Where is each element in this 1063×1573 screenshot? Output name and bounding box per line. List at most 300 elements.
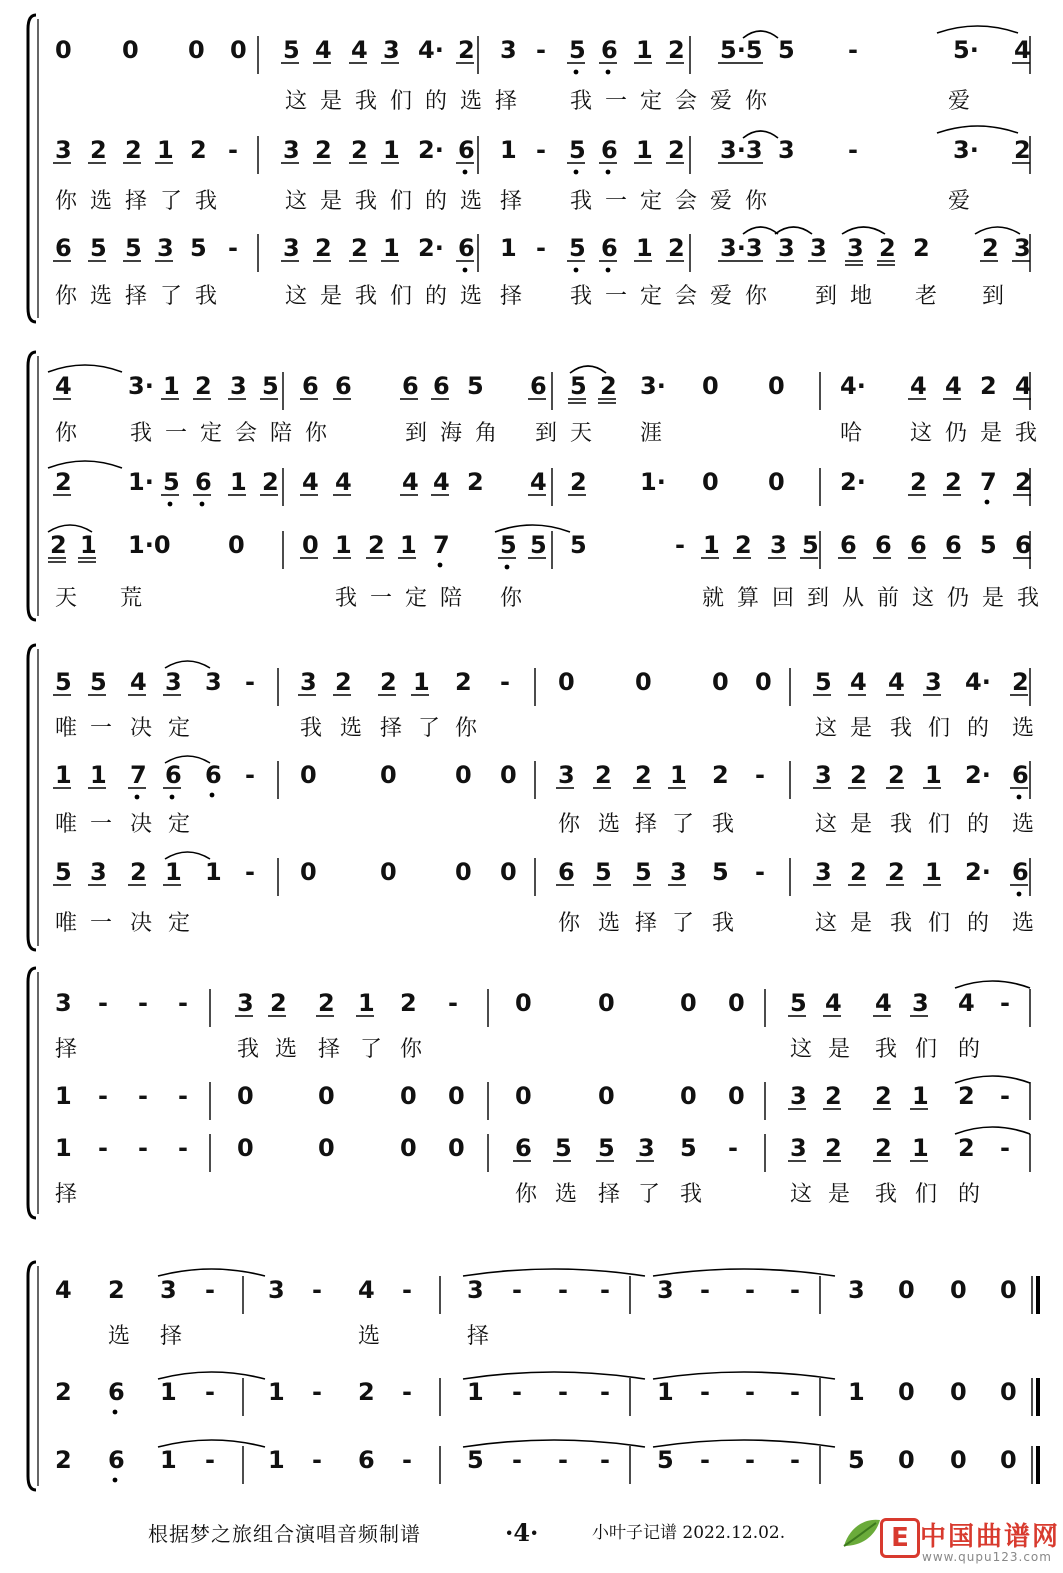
note: 2 <box>850 858 867 886</box>
lyric: 是 <box>320 284 343 309</box>
note: 2 <box>90 136 107 164</box>
lyric: 的 <box>967 812 990 837</box>
note: 3 <box>1014 234 1031 262</box>
recorder-date: 小叶子记谱 2022.12.02. <box>592 1523 786 1543</box>
note: 1 <box>163 372 180 400</box>
lyric: 选 <box>1012 716 1035 741</box>
note: 2· <box>965 858 991 886</box>
note: - <box>755 761 765 789</box>
note: - <box>558 1378 568 1406</box>
note: 2 <box>980 372 997 400</box>
note: - <box>558 1276 568 1304</box>
lyric: 唯 <box>55 911 78 936</box>
lyric: 选 <box>90 189 113 214</box>
system-4 <box>28 968 1030 1218</box>
note: 1 <box>80 531 97 559</box>
note: 5 <box>595 858 612 886</box>
note: 0 <box>300 858 317 886</box>
note: 1 <box>335 531 352 559</box>
lyric: 这 <box>790 1182 813 1207</box>
lyric: 爱 <box>948 89 971 114</box>
note: 1 <box>636 234 653 262</box>
note: - <box>402 1276 412 1304</box>
lower-octave-dot <box>113 1410 118 1415</box>
lyric: 的 <box>425 189 448 214</box>
note: 6 <box>402 372 419 400</box>
note: 0 <box>898 1378 915 1406</box>
note: - <box>178 1082 188 1110</box>
lyric: 这 <box>815 812 838 837</box>
lyric: 我 <box>300 716 323 741</box>
note: 0 <box>455 761 472 789</box>
note: 2 <box>358 1378 375 1406</box>
lyric: 是 <box>980 421 1003 446</box>
system-bracket <box>28 968 36 1218</box>
note: 6 <box>840 531 857 559</box>
note: - <box>228 136 238 164</box>
note: 1· <box>640 468 666 496</box>
note: 3 <box>638 1134 655 1162</box>
note: - <box>700 1446 710 1474</box>
note: 2 <box>195 372 212 400</box>
system-bracket <box>28 645 36 950</box>
note: 3 <box>237 989 254 1017</box>
lyric: 地 <box>850 284 873 309</box>
lyric: 一 <box>605 284 628 309</box>
note: 6 <box>515 1134 532 1162</box>
note: 2 <box>458 36 475 64</box>
note: 5 <box>55 858 72 886</box>
tie-slur <box>955 981 1030 988</box>
lyric: 我 <box>570 284 593 309</box>
note: 2 <box>125 136 142 164</box>
note: - <box>790 1378 800 1406</box>
note: 2 <box>712 761 729 789</box>
note: 2 <box>958 1082 975 1110</box>
note: 1 <box>848 1378 865 1406</box>
note: - <box>1000 1134 1010 1162</box>
lyric: 陪 <box>440 586 463 611</box>
system-bracket <box>28 1262 36 1490</box>
note: 2 <box>600 372 617 400</box>
note: - <box>790 1446 800 1474</box>
lyric: 定 <box>405 586 428 611</box>
lyric: 你 <box>400 1037 423 1062</box>
note: 1 <box>636 36 653 64</box>
note: 0 <box>302 531 319 559</box>
lyric: 的 <box>967 911 990 936</box>
lower-octave-dot <box>574 268 579 273</box>
note: 0 <box>635 668 652 696</box>
lyric: 爱 <box>710 189 733 214</box>
lyric: 我 <box>237 1037 260 1062</box>
note: 4· <box>965 668 991 696</box>
lyric: 我 <box>570 89 593 114</box>
lyric: 我 <box>570 189 593 214</box>
note: 7 <box>130 761 147 789</box>
note: - <box>558 1446 568 1474</box>
note: 3· <box>128 372 154 400</box>
lyric: 你 <box>55 284 78 309</box>
lyric: 是 <box>850 716 873 741</box>
note: 6 <box>302 372 319 400</box>
note: 2 <box>315 136 332 164</box>
note: - <box>745 1276 755 1304</box>
note: 5 <box>635 858 652 886</box>
lyric: 是 <box>320 89 343 114</box>
note: 0 <box>400 1082 417 1110</box>
note: 0 <box>1000 1446 1017 1474</box>
lyric: 你 <box>745 189 768 214</box>
tie-slur <box>842 227 885 234</box>
lyric: 这 <box>285 189 308 214</box>
lyric: 天 <box>55 586 78 611</box>
note: 6 <box>601 234 618 262</box>
lyric: 定 <box>640 284 663 309</box>
note: - <box>700 1378 710 1406</box>
note: 5 <box>555 1134 572 1162</box>
lyric: 到 <box>535 421 558 446</box>
lyric: 我 <box>355 284 378 309</box>
site-logo[interactable] <box>840 1510 1060 1570</box>
note: 3 <box>383 36 400 64</box>
note: 6 <box>458 136 475 164</box>
note: 4 <box>55 372 72 400</box>
note: 4 <box>433 468 450 496</box>
note: 1 <box>268 1378 285 1406</box>
lyric: 我 <box>890 911 913 936</box>
note: 1 <box>636 136 653 164</box>
lyric: 定 <box>200 421 223 446</box>
note: 4 <box>945 372 962 400</box>
note: 5 <box>569 36 586 64</box>
note: 4 <box>958 989 975 1017</box>
lyric: 会 <box>675 89 698 114</box>
lower-octave-dot <box>438 563 443 568</box>
note: 1 <box>912 1134 929 1162</box>
note: 6 <box>335 372 352 400</box>
lyric: 的 <box>967 716 990 741</box>
note: 6 <box>601 136 618 164</box>
lyric: 陪 <box>270 421 293 446</box>
note: 1 <box>157 136 174 164</box>
note: - <box>600 1378 610 1406</box>
note: 5 <box>570 372 587 400</box>
note: - <box>675 531 685 559</box>
note: 5 <box>815 668 832 696</box>
lyric: 涯 <box>640 421 663 446</box>
lyric: 我 <box>130 421 153 446</box>
lyric: 选 <box>340 716 363 741</box>
lyric: 到 <box>807 586 830 611</box>
lyric: 择 <box>598 1182 621 1207</box>
note: 6 <box>1012 858 1029 886</box>
lower-octave-dot <box>606 268 611 273</box>
lyric: 们 <box>928 812 951 837</box>
note: 2 <box>1015 468 1032 496</box>
lower-octave-dot <box>1017 795 1022 800</box>
note: 0 <box>712 668 729 696</box>
note: 2 <box>262 468 279 496</box>
note: 0 <box>598 1082 615 1110</box>
lyric: 的 <box>958 1037 981 1062</box>
note: 7 <box>980 468 997 496</box>
lyric: 角 <box>475 421 498 446</box>
note: - <box>500 668 510 696</box>
note: 2 <box>50 531 67 559</box>
lyric: 我 <box>712 911 735 936</box>
note: 1 <box>90 761 107 789</box>
note: 0 <box>598 989 615 1017</box>
note: 5 <box>802 531 819 559</box>
lyric: 一 <box>605 189 628 214</box>
lyric: 一 <box>605 89 628 114</box>
note: 6 <box>195 468 212 496</box>
note: 6 <box>358 1446 375 1474</box>
note: 3 <box>847 234 864 262</box>
note: - <box>402 1378 412 1406</box>
lyric: 我 <box>1015 421 1038 446</box>
note: - <box>848 136 858 164</box>
note: 3 <box>815 761 832 789</box>
page-number: ·4· <box>505 1518 539 1547</box>
note: 4 <box>335 468 352 496</box>
note: 1· <box>128 468 154 496</box>
lyric: 一 <box>90 812 113 837</box>
lyric: 算 <box>737 586 760 611</box>
note: 3 <box>770 531 787 559</box>
lyric: 天 <box>570 421 593 446</box>
note: - <box>848 36 858 64</box>
note: 3 <box>657 1276 674 1304</box>
lyric: 择 <box>125 189 148 214</box>
tie-slur <box>937 26 1018 33</box>
note: 2 <box>875 1134 892 1162</box>
note: 0 <box>728 989 745 1017</box>
lyric: 唯 <box>55 812 78 837</box>
lyric: 们 <box>928 716 951 741</box>
lyric: 你 <box>745 89 768 114</box>
note: 4 <box>530 468 547 496</box>
note: 2 <box>467 468 484 496</box>
note: 0 <box>230 36 247 64</box>
lyric: 到 <box>982 284 1005 309</box>
note: 6 <box>945 531 962 559</box>
system-3 <box>28 645 1034 950</box>
note: 2 <box>879 234 896 262</box>
note: 5 <box>569 234 586 262</box>
lyric: 我 <box>712 812 735 837</box>
tie-slur <box>937 126 1018 133</box>
note: 3 <box>467 1276 484 1304</box>
lyric: 了 <box>638 1182 661 1207</box>
lower-octave-dot <box>505 565 510 570</box>
note: - <box>448 989 458 1017</box>
lyric: 决 <box>130 812 153 837</box>
lyric: 到 <box>815 284 838 309</box>
lyric: 我 <box>890 716 913 741</box>
note: 6 <box>108 1446 125 1474</box>
lyric: 择 <box>467 1324 490 1349</box>
note: 1 <box>670 761 687 789</box>
note: 5 <box>467 372 484 400</box>
lyric: 你 <box>745 284 768 309</box>
tie-slur <box>48 365 122 372</box>
note: - <box>536 136 546 164</box>
note: 1 <box>165 858 182 886</box>
note: 4 <box>130 668 147 696</box>
note: 2 <box>875 1082 892 1110</box>
note: 2 <box>958 1134 975 1162</box>
note: 0 <box>318 1134 335 1162</box>
note: 3 <box>300 668 317 696</box>
note: 1 <box>467 1378 484 1406</box>
note: 2 <box>108 1276 125 1304</box>
lyric: 是 <box>320 189 343 214</box>
leaf-icon <box>840 1516 882 1550</box>
note: 0 <box>898 1276 915 1304</box>
note: - <box>512 1276 522 1304</box>
note: 0 <box>122 36 139 64</box>
lyric: 我 <box>195 284 218 309</box>
tie-slur <box>653 1440 835 1447</box>
note: 5 <box>55 668 72 696</box>
lyric: 这 <box>285 284 308 309</box>
lyric: 你 <box>55 421 78 446</box>
note: 0 <box>680 989 697 1017</box>
note: - <box>98 989 108 1017</box>
note: 0 <box>950 1378 967 1406</box>
e-logo-icon: E <box>880 1518 920 1558</box>
lyric: 爱 <box>710 284 733 309</box>
note: 6 <box>433 372 450 400</box>
note: 3 <box>778 234 795 262</box>
note: 2 <box>55 468 72 496</box>
lyric: 你 <box>515 1182 538 1207</box>
note: 4· <box>418 36 444 64</box>
note: 3 <box>55 136 72 164</box>
note: 5 <box>569 136 586 164</box>
lyric: 这 <box>910 421 933 446</box>
note: - <box>1000 989 1010 1017</box>
lower-octave-dot <box>1017 892 1022 897</box>
note: - <box>402 1446 412 1474</box>
lyric: 了 <box>360 1037 383 1062</box>
note: 2 <box>888 858 905 886</box>
note: 1 <box>55 1082 72 1110</box>
note: 4 <box>1015 372 1032 400</box>
lyric: 一 <box>370 586 393 611</box>
lyric: 了 <box>418 716 441 741</box>
note: 3 <box>230 372 247 400</box>
note: 2 <box>735 531 752 559</box>
lyric: 我 <box>875 1182 898 1207</box>
lyric: 了 <box>672 911 695 936</box>
note: 2 <box>190 136 207 164</box>
note: 1 <box>400 531 417 559</box>
note: 2· <box>840 468 866 496</box>
note: 3 <box>165 668 182 696</box>
note: 1 <box>358 989 375 1017</box>
note: 2 <box>850 761 867 789</box>
lower-octave-dot <box>574 170 579 175</box>
note: - <box>536 234 546 262</box>
note: 0 <box>728 1082 745 1110</box>
note: 2 <box>351 234 368 262</box>
note: 2· <box>965 761 991 789</box>
tie-slur <box>48 461 122 468</box>
lyric: 会 <box>675 189 698 214</box>
lyric: 选 <box>598 812 621 837</box>
note: 4 <box>910 372 927 400</box>
note: 0 <box>455 858 472 886</box>
lyric: 了 <box>160 284 183 309</box>
note: 3 <box>815 858 832 886</box>
note: 0 <box>448 1082 465 1110</box>
note: 4 <box>888 668 905 696</box>
lyric: 们 <box>390 284 413 309</box>
note: 2 <box>455 668 472 696</box>
note: - <box>178 1134 188 1162</box>
note: 5 <box>680 1134 697 1162</box>
lyric: 选 <box>275 1037 298 1062</box>
lyric: 这 <box>815 911 838 936</box>
note: 3 <box>810 234 827 262</box>
note: - <box>512 1378 522 1406</box>
note: - <box>1000 1082 1010 1110</box>
lyric: 我 <box>875 1037 898 1062</box>
note: - <box>138 1082 148 1110</box>
system-bracket <box>28 352 36 620</box>
note: 0 <box>768 468 785 496</box>
note: 5 <box>657 1446 674 1474</box>
lyric: 这 <box>790 1037 813 1062</box>
note: 0 <box>237 1082 254 1110</box>
note: 3 <box>790 1082 807 1110</box>
lyric: 爱 <box>710 89 733 114</box>
note: 3 <box>912 989 929 1017</box>
lyric: 老 <box>915 284 938 309</box>
note: - <box>98 1082 108 1110</box>
note: 1 <box>55 1134 72 1162</box>
lyric: 我 <box>680 1182 703 1207</box>
note: 5 <box>467 1446 484 1474</box>
note: - <box>138 989 148 1017</box>
tie-slur <box>775 227 812 234</box>
note: 2 <box>668 234 685 262</box>
note: - <box>245 761 255 789</box>
note: 0 <box>188 36 205 64</box>
lyric: 选 <box>460 284 483 309</box>
lyric: 定 <box>640 89 663 114</box>
note: 4 <box>402 468 419 496</box>
note: 0 <box>380 761 397 789</box>
note: - <box>755 858 765 886</box>
lyric: 就 <box>702 586 725 611</box>
note: 2 <box>55 1446 72 1474</box>
note: 2 <box>570 468 587 496</box>
note: 3·3 <box>720 136 763 164</box>
site-name: 中国曲谱网 <box>920 1522 1061 1552</box>
lower-octave-dot <box>168 502 173 507</box>
note: 0 <box>500 761 517 789</box>
note: 3 <box>90 858 107 886</box>
note: 1 <box>500 234 517 262</box>
lyric: 是 <box>982 586 1005 611</box>
lyric: 你 <box>455 716 478 741</box>
note: - <box>536 36 546 64</box>
lyric: 了 <box>160 189 183 214</box>
